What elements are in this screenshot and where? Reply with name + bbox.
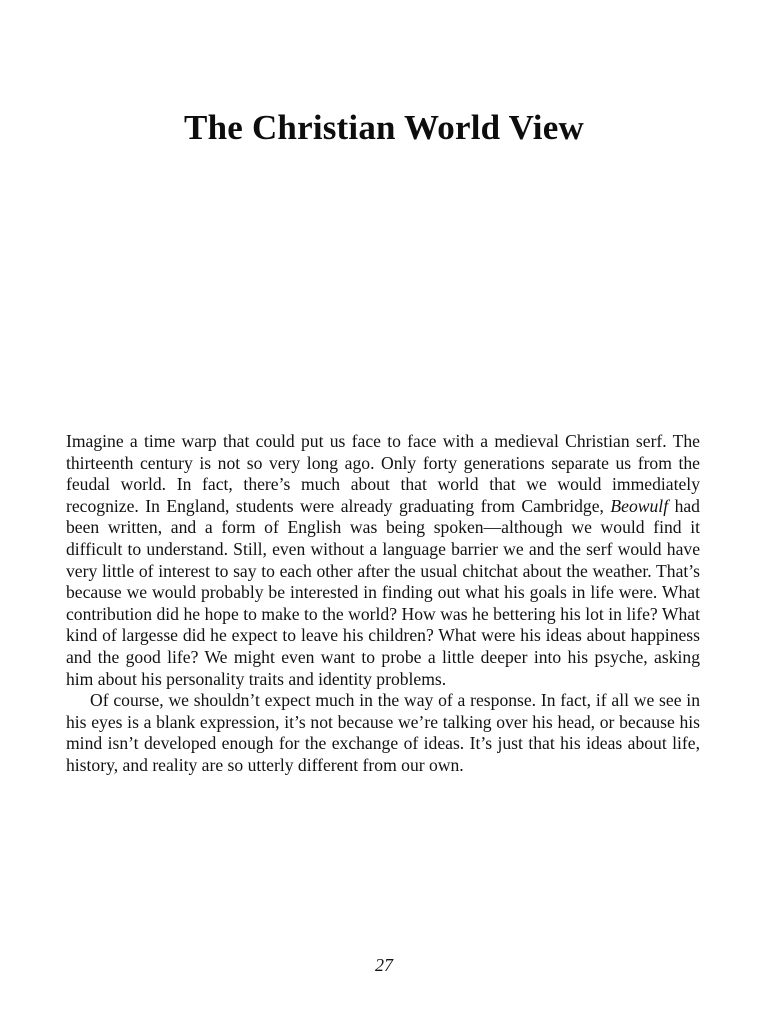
body-text [66, 431, 700, 777]
paragraph-2: Of course, we shouldn’t expect much in the way of a response. In fact, if all we see in his eyes is a blank expression, it’s not because we’re talking over his head, or because his mind isn’t developed enough for the exchange of ideas. It’s just that his ideas about life, history, and reality are so utterly different from our own. [66, 690, 700, 775]
paragraph-1-text-a: Imagine a time warp that could put us face to face with a medieval Christian serf. The thirteenth century is not so very long ago. Only forty generations separate us from the feudal world. In fact, there’s much about that world that we would immediately recognize. In England, students were already graduating from Cambridge, [66, 431, 700, 516]
paragraph-1-text-b: had been written, and a form of English was being spoken—although we would find it difficult to understand. Still, even without a language barrier we and the serf would have very little of interest to say to each other after the usual chitchat about the weather. That’s because we would probably be interested in finding out what his goals in life were. What contribution did he hope to make to the world? How was he bettering his lot in life? What kind of largesse did he expect to leave his children? What were his ideas about happiness and the good life? We might even want to probe a little deeper into his psyche, asking him about his personality traits and identity problems. [66, 495, 700, 689]
paragraph-1 [66, 431, 700, 690]
book-title-beowulf: Beowulf [610, 495, 669, 516]
page-number: 27 [375, 955, 393, 975]
chapter-title: The Christian World View [184, 108, 584, 147]
